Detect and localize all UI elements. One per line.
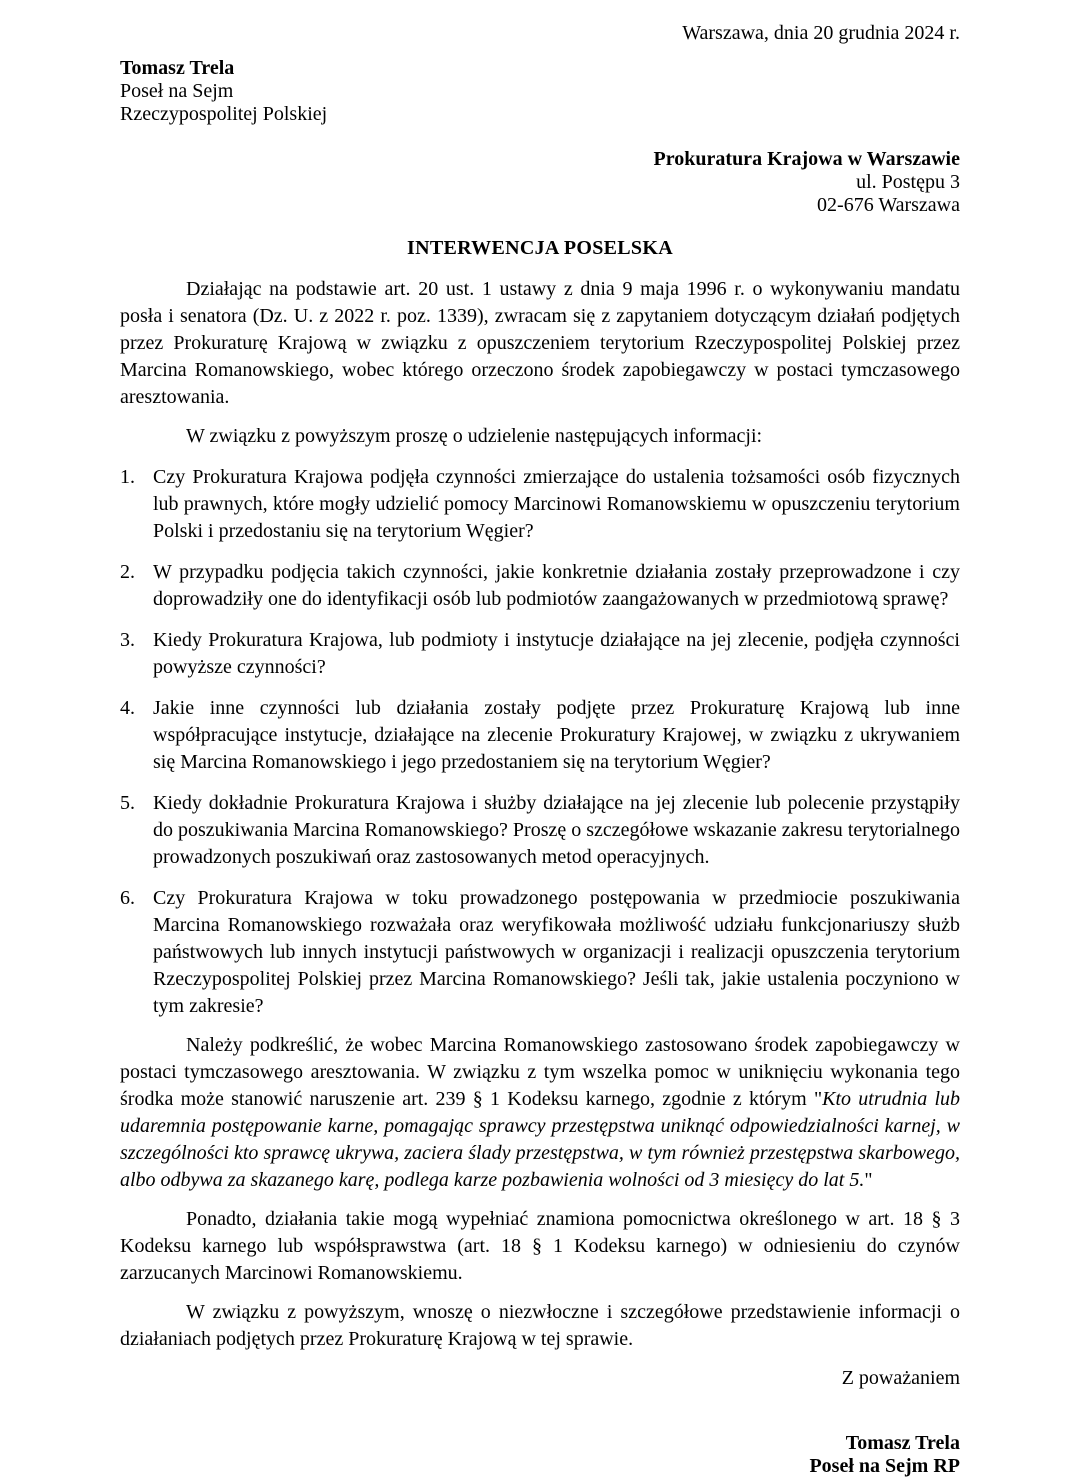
question-text: Czy Prokuratura Krajowa podjęła czynności zmierzające do ustalenia tożsamości osób fizycznych lub prawnych, które mogły udzielić pomocy Marcinowi Romanowskiemu w opuszczeniu terytorium Polski i przedostaniu się na terytorium Węgier? [153,466,960,542]
questions-list [120,464,960,1020]
recipient-name: Prokuratura Krajowa w Warszawie [653,148,960,170]
sender-institution: Rzeczypospolitej Polskiej [120,103,328,125]
question-text: Jakie inne czynności lub działania zostały podjęte przez Prokuraturę Krajową lub inne współpracujące instytucje, działające na zlecenie Prokuratury Krajowej, w związku z ukrywaniem się Marcina Romanowskiego i jego przedostaniem się na terytorium Węgier? [153,697,960,773]
question-text: W przypadku podjęcia takich czynności, jakie konkretnie działania zostały przeprowadzone i czy doprowadziły one do identyfikacji osób lub podmiotów zaangażowanych w przedmiotową sprawę? [153,561,960,610]
question-number: 2. [120,561,135,583]
signoff-role: Poseł na Sejm RP [809,1455,960,1477]
recipient-street: ul. Postępu 3 [856,171,960,193]
date-line: Warszawa, dnia 20 grudnia 2024 r. [682,22,960,44]
question-number: 4. [120,697,135,719]
recipient-block [120,148,960,217]
sender-name: Tomasz Trela [120,57,235,79]
question-text: Kiedy Prokuratura Krajowa, lub podmioty i instytucje działające na jej zlecenie, podjęła czynności powyższe czynności? [153,629,960,678]
request-line: W związku z powyższym proszę o udzielenie następujących informacji: [186,425,763,447]
signoff-closing: Z poważaniem [841,1367,960,1389]
question-item-2 [120,559,960,613]
question-item-1 [120,464,960,545]
legal-note-intro: Należy podkreślić, że wobec Marcina Romanowskiego zastosowano środek zapobiegawczy w postaci tymczasowego aresztowania. W związku z tym wszelka pomoc w uniknięciu wykonania tego środka może stanowić naruszenie art. 239 § 1 Kodeksu karnego, zgodnie z którym " [120,1034,960,1110]
question-number: 1. [120,466,135,488]
question-number: 5. [120,792,135,814]
signoff-block [120,1367,960,1478]
intro-paragraph: Działając na podstawie art. 20 ust. 1 ustawy z dnia 9 maja 1996 r. o wykonywaniu mandatu posła i senatora (Dz. U. z 2022 r. poz. 1339), zwracam się z zapytaniem dotyczącym działań podjętych przez Prokuraturę Krajową w związku z opuszczeniem terytorium Rzeczypospolitej Polskiej przez Marcina Romanowskiego, wobec którego orzeczono środek zapobiegawczy w postaci tymczasowego aresztowania. [120,278,960,408]
legal-quote-close: " [864,1169,873,1191]
question-number: 3. [120,629,135,651]
question-text: Czy Prokuratura Krajowa w toku prowadzonego postępowania w przedmiocie poszukiwania Marcina Romanowskiego rozważała oraz weryfikowała możliwość udziału funkcjonariuszy służb państwowych lub innych instytucji państwowych w organizacji i realizacji opuszczenia terytorium Rzeczypospolitej Polskiej przez Marcina Romanowskiego? Jeśli tak, jakie ustalenia poczyniono w tym zakresie? [153,887,960,1017]
aiding-paragraph: Ponadto, działania takie mogą wypełniać znamiona pomocnictwa określonego w art. 18 § 3 Kodeksu karnego lub współsprawstwa (art. 18 § 1 Kodeksu karnego) w odniesieniu do czynów zarzucanych Marcinowi Romanowskiemu. [120,1208,960,1284]
legal-quote: Kto utrudnia lub udaremnia postępowanie karne, pomagając sprawcy przestępstwa uniknąć odpowiedzialności karnej, w szczególności kto sprawcę ukrywa, zaciera ślady przestępstwa, w tym również przestępstwa skarbowego, albo odbywa za skazanego karę, podlega karze pozbawienia wolności od 3 miesięcy do lat 5. [120,1088,960,1191]
question-item-6 [120,885,960,1020]
recipient-city: 02-676 Warszawa [817,194,960,216]
legal-note-paragraph [120,1032,960,1194]
closing-request-paragraph: W związku z powyższym, wnoszę o niezwłoczne i szczegółowe przedstawienie informacji o działaniach podjętych przez Prokuraturę Krajową w tej sprawie. [120,1301,960,1350]
question-item-4 [120,695,960,776]
question-number: 6. [120,887,135,909]
question-text: Kiedy dokładnie Prokuratura Krajowa i służby działające na jej zlecenie lub polecenie przystąpiły do poszukiwania Marcina Romanowskiego? Proszę o szczegółowe wskazanie zakresu terytorialnego prowadzonych poszukiwań oraz zastosowanych metod operacyjnych. [153,792,960,868]
question-item-3 [120,627,960,681]
sender-block [120,57,960,126]
question-item-5 [120,790,960,871]
signoff-name: Tomasz Trela [845,1432,960,1454]
sender-role: Poseł na Sejm [120,80,234,102]
document-title: INTERWENCJA POSELSKA [407,237,673,259]
